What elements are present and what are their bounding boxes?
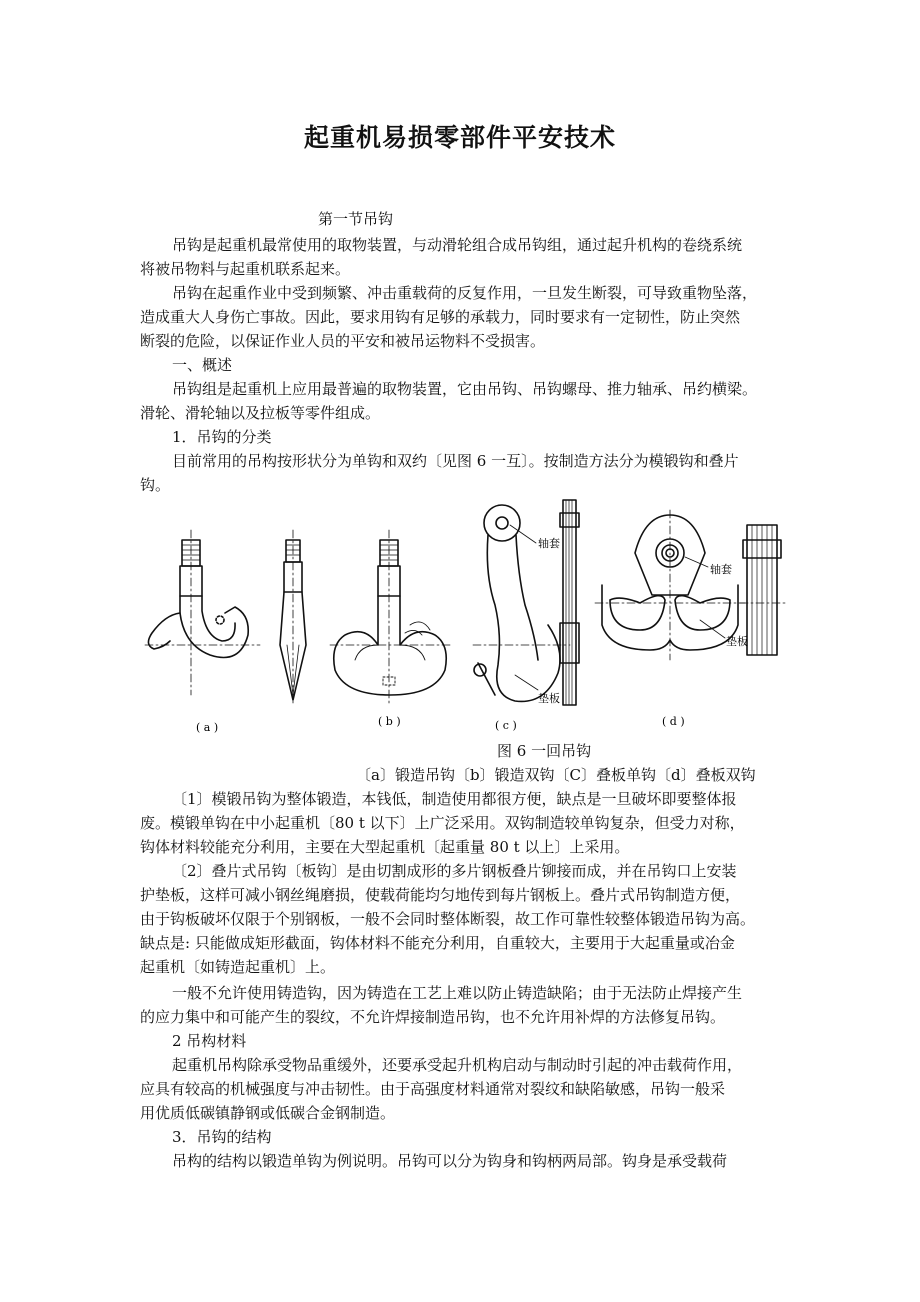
bushing-label-c: 轴套	[538, 537, 560, 550]
figure-label-b: ( b )	[378, 715, 401, 728]
paragraph-line: 由于钩板破坏仅限于个别钢板，一般不会同时整体断裂，故工作可靠性较整体锻造吊钩为高。	[140, 910, 756, 928]
hook-d-drawing	[595, 510, 745, 660]
figure-caption: 图 6 一回吊钩	[497, 742, 592, 760]
subheading: 2 吊构材料	[172, 1032, 247, 1050]
paragraph-line: 〔2〕叠片式吊钩〔板钩〕是由切割成形的多片钢板叠片铆接而成，并在吊钩口上安装	[172, 862, 737, 880]
section-heading: 第一节吊钩	[318, 210, 394, 228]
hook-a-drawing	[145, 530, 260, 695]
paragraph-line: 钩体材料较能充分利用，主要在大型起重机〔起重量 80 t 以上〕上采用。	[140, 838, 630, 856]
subheading: 一、概述	[172, 356, 233, 374]
paragraph-line: 造成重大人身伤亡事故。因此，要求用钩有足够的承载力，同时要求有一定韧性，防止突然	[140, 308, 741, 326]
figure-label-d: ( d )	[662, 715, 685, 728]
paragraph-line: 将被吊物料与起重机联系起来。	[140, 260, 351, 278]
subheading: 1．吊钩的分类	[172, 428, 272, 446]
pad-label-c: 垫板	[538, 692, 560, 705]
figure-subcaption: 〔a〕锻造吊钩〔b〕锻造双钩〔C〕叠板单钩〔d〕叠板双钩	[356, 766, 756, 784]
paragraph-line: 〔1〕模锻吊钩为整体锻造，本钱低，制造使用都很方便，缺点是一旦破坏即要整体报	[172, 790, 737, 808]
paragraph-line: 吊钩在起重作业中受到频繁、冲击重载荷的反复作用，一旦发生断裂，可导致重物坠落，	[172, 284, 758, 302]
paragraph-line: 应具有较高的机械强度与冲击韧性。由于高强度材料通常对裂纹和缺陷敏感，吊钩一般采	[140, 1080, 726, 1098]
figure-label-c: ( c )	[495, 719, 517, 732]
paragraph-line: 的应力集中和可能产生的裂纹，不允许焊接制造吊钩，也不允许用补焊的方法修复吊钩。	[140, 1008, 726, 1026]
paragraph-line: 滑轮、滑轮轴以及拉板等零件组成。	[140, 404, 381, 422]
paragraph-line: 目前常用的吊构按形状分为单钩和双约〔见图 6 一互〕。按制造方法分为模锻钩和叠片	[172, 452, 739, 470]
paragraph-line: 缺点是: 只能做成矩形截面，钩体材料不能充分利用，自重较大，主要用于大起重量或冶金	[140, 934, 735, 952]
bushing-label-d: 轴套	[710, 563, 732, 576]
paragraph-line: 断裂的危险，以保证作业人员的平安和被吊运物料不受损害。	[140, 332, 546, 350]
hook-c-side-drawing	[560, 500, 579, 705]
paragraph-line: 吊钩是起重机最常使用的取物装置，与动滑轮组合成吊钩组，通过起升机构的卷绕系统	[172, 236, 743, 254]
paragraph-line: 起重机吊构除承受物品重缓外，还要承受起升机构启动与制动时引起的冲击载荷作用，	[172, 1056, 743, 1074]
paragraph-line: 吊钩组是起重机上应用最普遍的取物装置，它由吊钩、吊钩螺母、推力轴承、吊约横梁。	[172, 380, 758, 398]
paragraph-line: 钩。	[140, 476, 171, 494]
paragraph-line: 废。模锻单钩在中小起重机〔80 t 以下〕上广泛采用。双钩制造较单钩复杂，但受力对称，	[140, 814, 745, 832]
subheading: 3．吊钩的结构	[172, 1128, 272, 1146]
hook-c-drawing	[473, 505, 570, 701]
hook-b-drawing	[330, 530, 452, 705]
paragraph-line: 用优质低碳镇静钢或低碳合金钢制造。	[140, 1104, 396, 1122]
paragraph-line: 护垫板，这样可减小钢丝绳磨损，使载荷能均匀地传到每片钢板上。叠片式吊钩制造方便，	[140, 886, 741, 904]
pad-label-d: 垫板	[726, 635, 748, 648]
paragraph-line: 吊构的结构以锻造单钩为例说明。吊钩可以分为钩身和钩柄两局部。钩身是承受载荷	[172, 1152, 728, 1170]
hook-figure	[140, 495, 790, 740]
hook-a-side-drawing	[280, 530, 306, 705]
paragraph-line: 一般不允许使用铸造钩，因为铸造在工艺上难以防止铸造缺陷；由于无法防止焊接产生	[172, 984, 743, 1002]
paragraph-line: 起重机〔如铸造起重机〕上。	[140, 958, 336, 976]
figure-label-a: ( a )	[196, 721, 219, 734]
page-title: 起重机易损零部件平安技术	[303, 123, 616, 152]
